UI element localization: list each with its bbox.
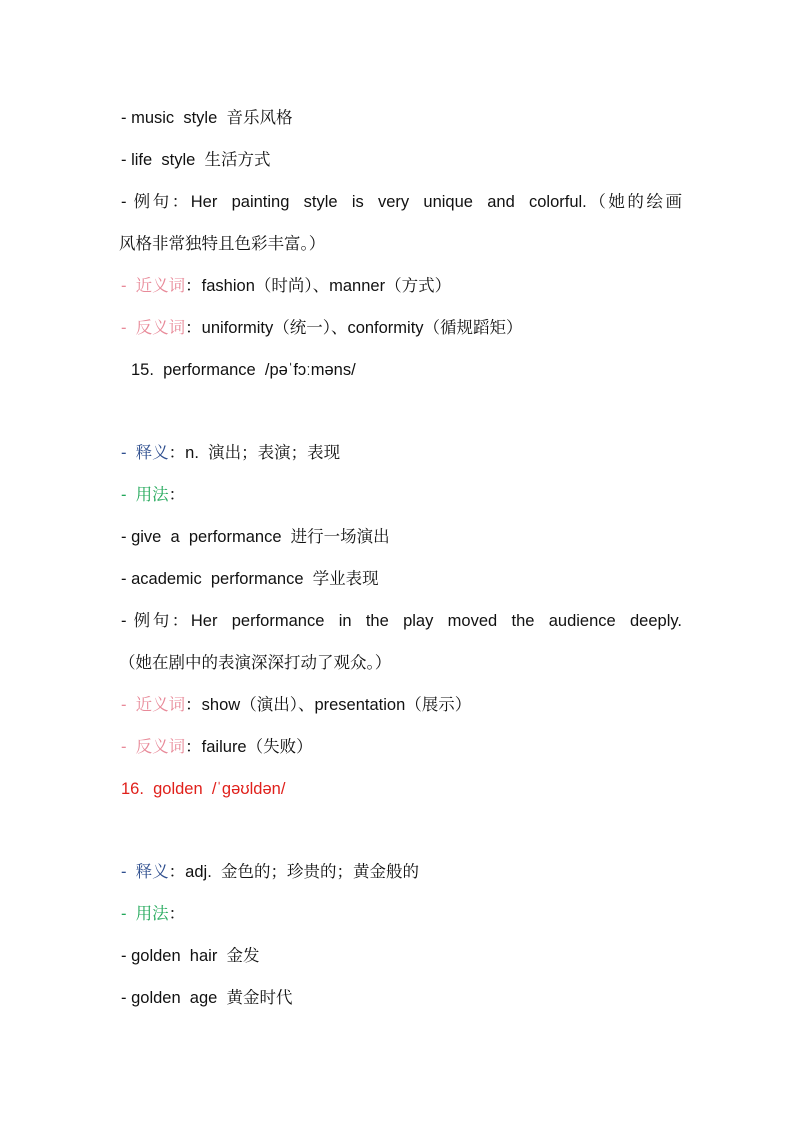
- example-continuation: [119, 651, 682, 675]
- bullet-dash: -: [121, 528, 132, 546]
- word-heading: [121, 777, 682, 801]
- colon: ：: [168, 863, 186, 881]
- bullet-dash: -: [121, 905, 136, 923]
- usage-item: [121, 525, 682, 549]
- meaning-line: [121, 860, 682, 884]
- synonym-line: [121, 274, 682, 298]
- bullet-dash: -: [121, 863, 136, 881]
- bullet-dash: -: [121, 570, 132, 588]
- usage-item: [121, 944, 682, 968]
- colon: ：: [185, 738, 202, 756]
- meaning-text: n. 演出；表演；表现: [185, 444, 341, 462]
- antonym-line: [121, 735, 682, 759]
- meaning-text: adj. 金色的；珍贵的；黄金般的: [185, 863, 419, 881]
- antonym-line: [121, 316, 682, 340]
- usage-item: [121, 986, 682, 1010]
- meaning-label: 释义: [135, 444, 169, 462]
- bullet-dash: -: [121, 989, 132, 1007]
- antonym-label: 反义词: [135, 319, 186, 337]
- usage-text: golden hair 金发: [131, 947, 260, 965]
- heading-text: 15. performance /pəˈfɔːməns/: [131, 361, 356, 379]
- colon: ：: [185, 319, 202, 337]
- bullet-dash: -: [121, 696, 136, 714]
- example-continuation: [119, 232, 682, 256]
- synonym-text: show（演出）、presentation（展示）: [201, 696, 472, 714]
- colon: ：: [185, 277, 202, 295]
- bullet-dash: -: [121, 612, 134, 630]
- antonym-label: 反义词: [135, 738, 186, 756]
- usage-item: [121, 567, 682, 591]
- example-text: 例句：Her painting style is very unique and colorful.（她的绘画: [133, 193, 682, 211]
- example-sentence: [121, 190, 682, 214]
- usage-text: music style 音乐风格: [131, 109, 293, 127]
- usage-label: 用法: [135, 905, 169, 923]
- example-text: （她在剧中的表演深深打动了观众。）: [119, 654, 392, 672]
- bullet-dash: -: [121, 151, 132, 169]
- colon: ：: [168, 905, 186, 923]
- synonym-line: [121, 693, 682, 717]
- bullet-dash: -: [121, 193, 134, 211]
- usage-heading: [121, 902, 682, 926]
- usage-text: golden age 黄金时代: [131, 989, 293, 1007]
- antonym-text: failure（失败）: [201, 738, 313, 756]
- example-sentence: [121, 609, 682, 633]
- bullet-dash: -: [121, 486, 136, 504]
- usage-text: life style 生活方式: [131, 151, 271, 169]
- meaning-line: [121, 441, 682, 465]
- bullet-dash: -: [121, 277, 136, 295]
- example-text: 例句：Her performance in the play moved the audience deeply.: [133, 612, 682, 630]
- bullet-dash: -: [121, 319, 136, 337]
- usage-text: academic performance 学业表现: [131, 570, 379, 588]
- usage-text: give a performance 进行一场演出: [131, 528, 390, 546]
- meaning-label: 释义: [135, 863, 169, 881]
- colon: ：: [185, 696, 202, 714]
- bullet-dash: -: [121, 444, 136, 462]
- synonym-text: fashion（时尚）、manner（方式）: [201, 277, 452, 295]
- example-text: 风格非常独特且色彩丰富。）: [119, 235, 326, 253]
- colon: ：: [168, 444, 186, 462]
- synonym-label: 近义词: [135, 277, 186, 295]
- usage-item: [121, 148, 682, 172]
- bullet-dash: -: [121, 109, 132, 127]
- synonym-label: 近义词: [135, 696, 186, 714]
- bullet-dash: -: [121, 947, 132, 965]
- usage-heading: [121, 483, 682, 507]
- bullet-dash: -: [121, 738, 136, 756]
- word-heading: [131, 358, 682, 382]
- usage-item: [121, 106, 682, 130]
- heading-text: 16. golden /ˈɡəʊldən/: [121, 780, 286, 798]
- colon: ：: [168, 486, 186, 504]
- usage-label: 用法: [135, 486, 169, 504]
- antonym-text: uniformity（统一）、conformity（循规蹈矩）: [201, 319, 523, 337]
